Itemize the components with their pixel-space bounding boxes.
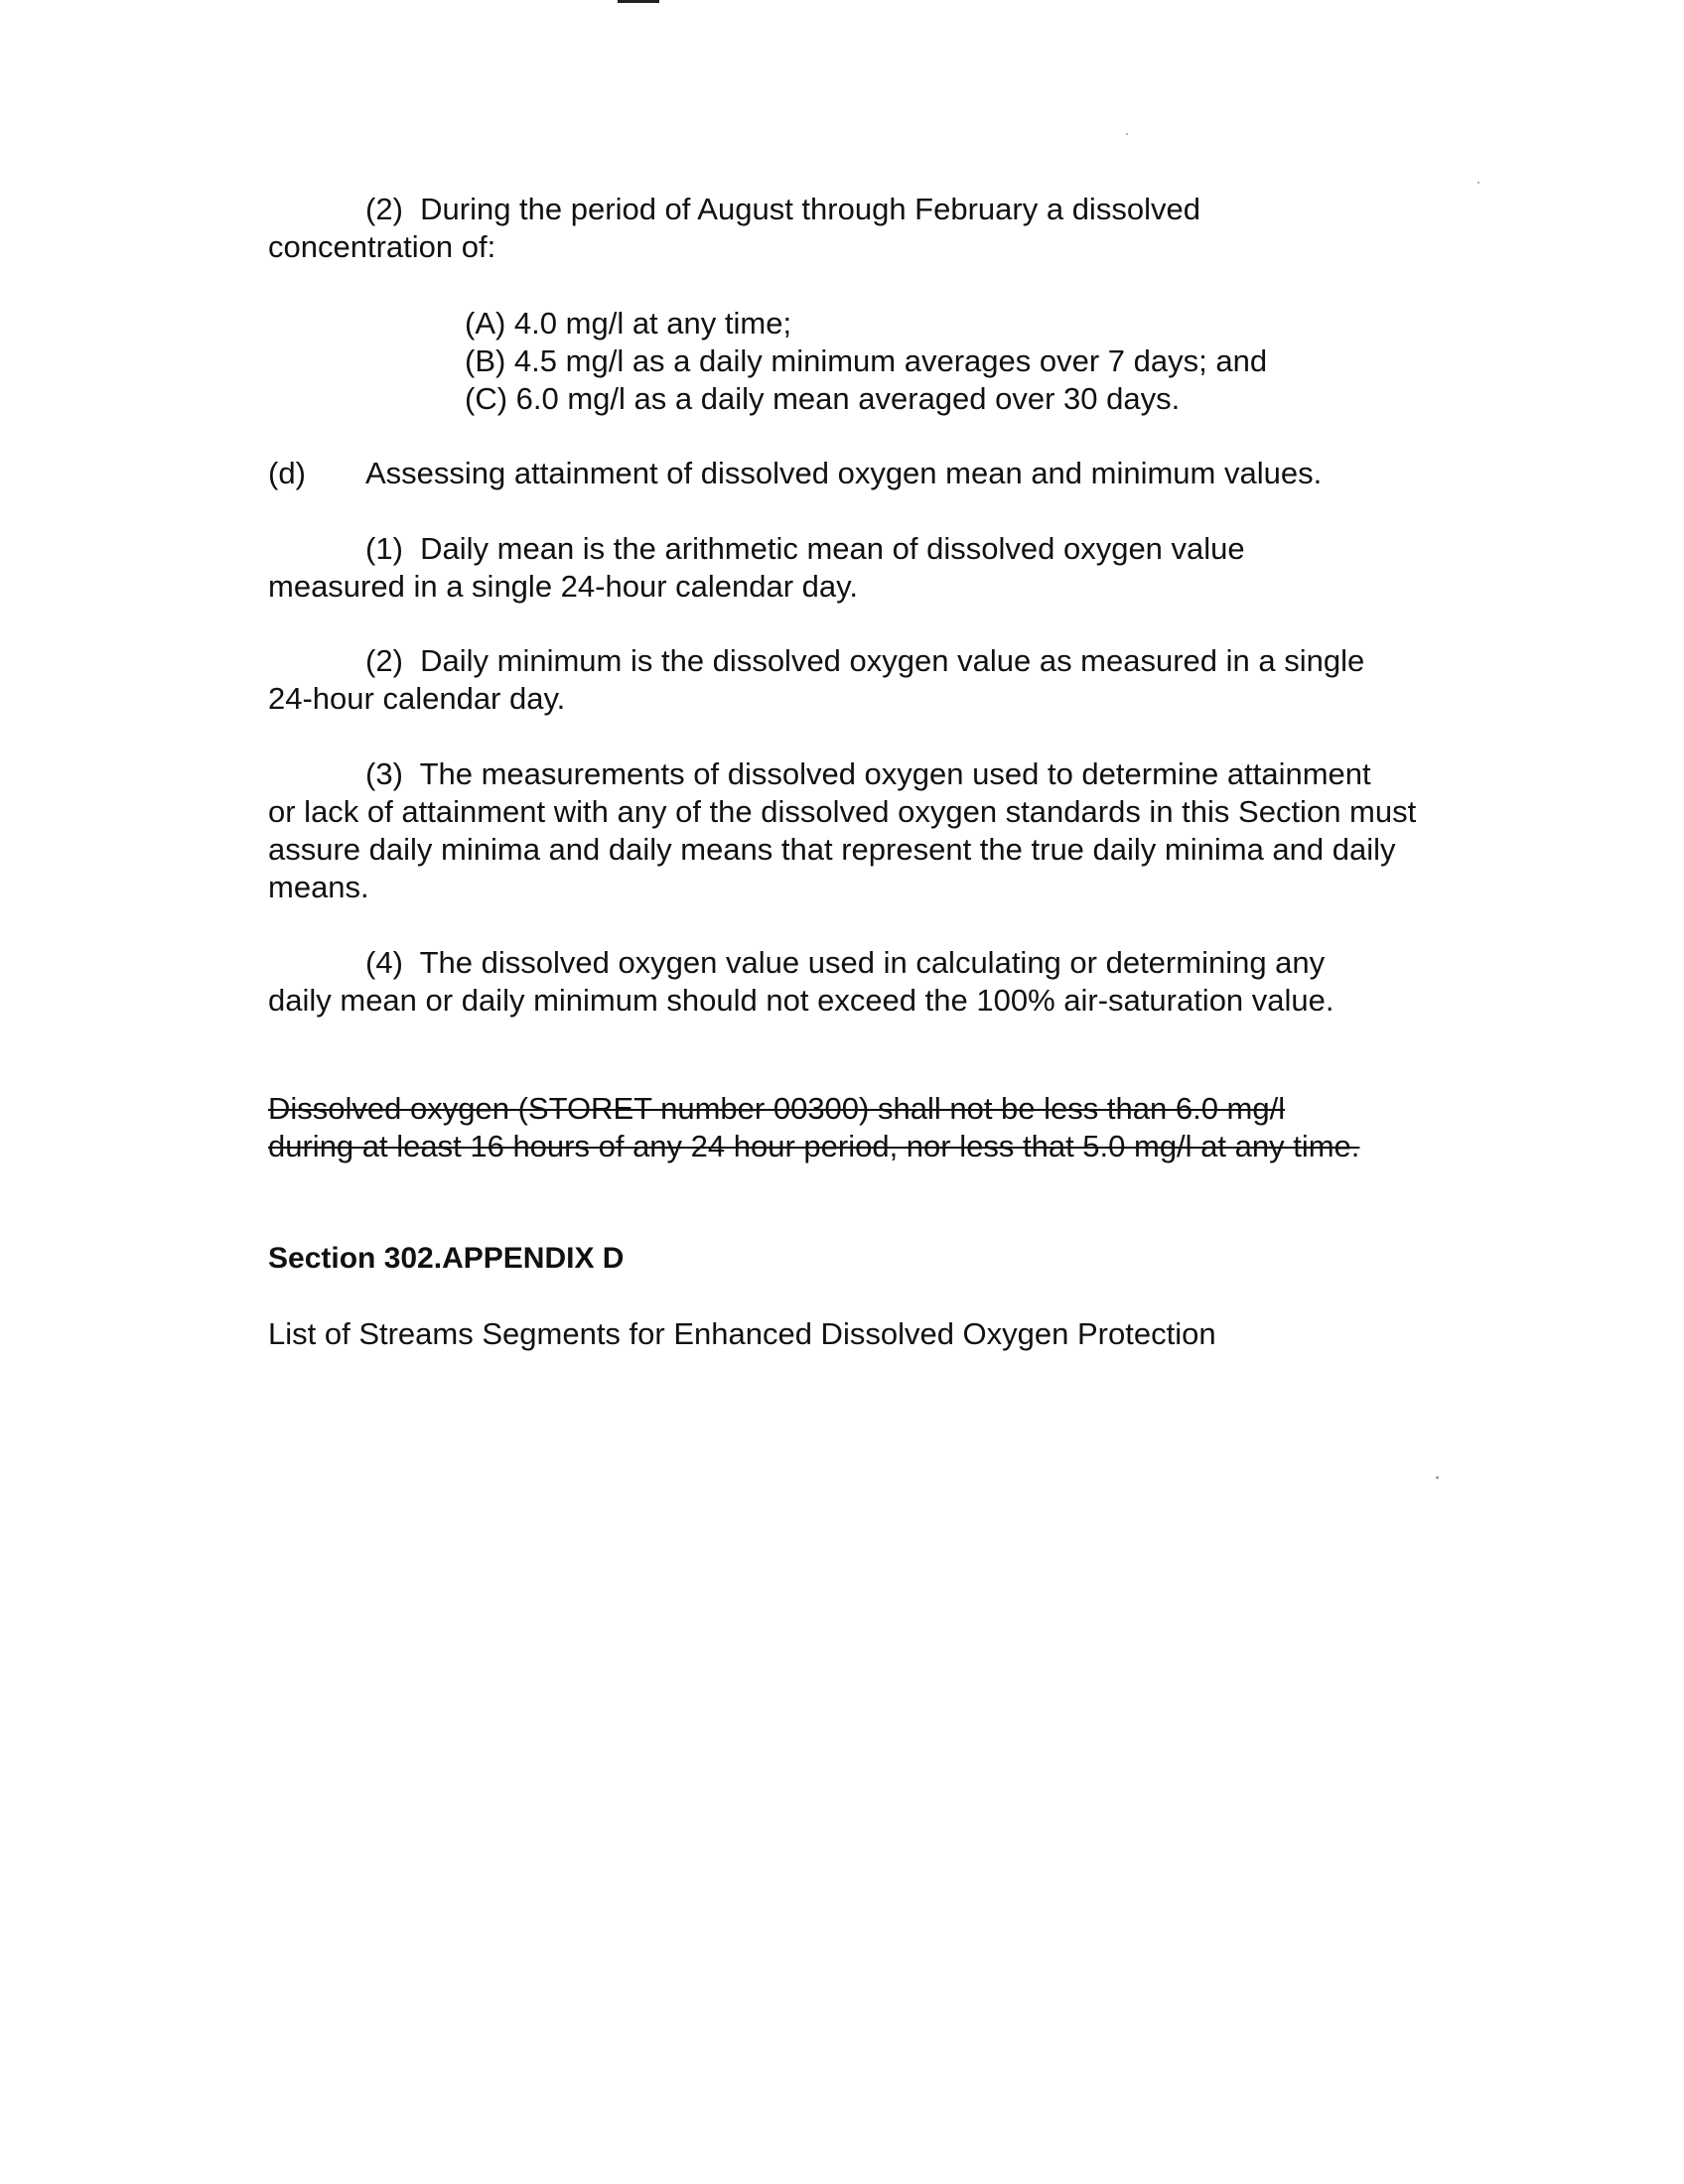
paragraph-2-number: (2) — [365, 192, 403, 226]
sub-paragraph-4-rest: daily mean or daily minimum should not exceed the 100% air-saturation value. — [268, 983, 1334, 1018]
sub-paragraph-2-first-line: Daily minimum is the dissolved oxygen value as measured in a single — [420, 643, 1365, 678]
struck-text-line-1: Dissolved oxygen (STORET number 00300) shall not be less than 6.0 mg/l — [268, 1091, 1286, 1126]
sub-paragraph-1-first-line: Daily mean is the arithmetic mean of dissolved oxygen value — [420, 531, 1245, 566]
scan-speck — [1126, 133, 1128, 135]
sub-paragraph-3-number: (3) — [365, 756, 403, 791]
sub-paragraph-1 — [268, 530, 1460, 606]
sub-paragraph-3 — [268, 755, 1460, 906]
criteria-item-c: (C) 6.0 mg/l as a daily mean averaged over 30 days. — [465, 381, 1181, 416]
appendix-subtitle: List of Streams Segments for Enhanced Dissolved Oxygen Protection — [268, 1316, 1216, 1351]
sub-paragraph-1-number: (1) — [365, 531, 403, 566]
sub-paragraph-1-rest: measured in a single 24-hour calendar day. — [268, 569, 858, 604]
scan-speck — [1477, 182, 1479, 184]
struck-repealed-text — [268, 1090, 1460, 1165]
paragraph-2-intro — [268, 191, 1460, 266]
criteria-item-b: (B) 4.5 mg/l as a daily minimum averages over 7 days; and — [465, 343, 1268, 378]
section-d-marker: (d) — [268, 456, 306, 490]
page-edge-mark — [618, 0, 659, 3]
sub-paragraph-2-number: (2) — [365, 643, 403, 678]
paragraph-2-text: During the period of August through February a dissolved — [420, 192, 1200, 226]
sub-paragraph-2-rest: 24-hour calendar day. — [268, 681, 566, 716]
sub-paragraph-3-first-line: The measurements of dissolved oxygen used to determine attainment — [419, 756, 1371, 791]
sub-paragraph-4-first-line: The dissolved oxygen value used in calculating or determining any — [419, 945, 1326, 980]
paragraph-2-continuation: concentration of: — [268, 229, 496, 264]
section-d-heading — [268, 455, 1460, 492]
criteria-list — [465, 305, 1458, 418]
scan-speck — [1436, 1476, 1439, 1479]
appendix-heading: Section 302.APPENDIX D — [268, 1242, 625, 1275]
criteria-item-a: (A) 4.0 mg/l at any time; — [465, 306, 792, 341]
sub-paragraph-4-number: (4) — [365, 945, 403, 980]
sub-paragraph-4 — [268, 944, 1460, 1020]
sub-paragraph-2 — [268, 642, 1460, 718]
struck-text-line-2: during at least 16 hours of any 24 hour period, nor less that 5.0 mg/l at any time. — [268, 1129, 1360, 1163]
section-d-title: Assessing attainment of dissolved oxygen mean and minimum values. — [365, 456, 1323, 490]
sub-paragraph-3-rest: or lack of attainment with any of the dissolved oxygen standards in this Section must assure daily minima and daily means that represent the true daily minima and daily means. — [268, 794, 1417, 904]
